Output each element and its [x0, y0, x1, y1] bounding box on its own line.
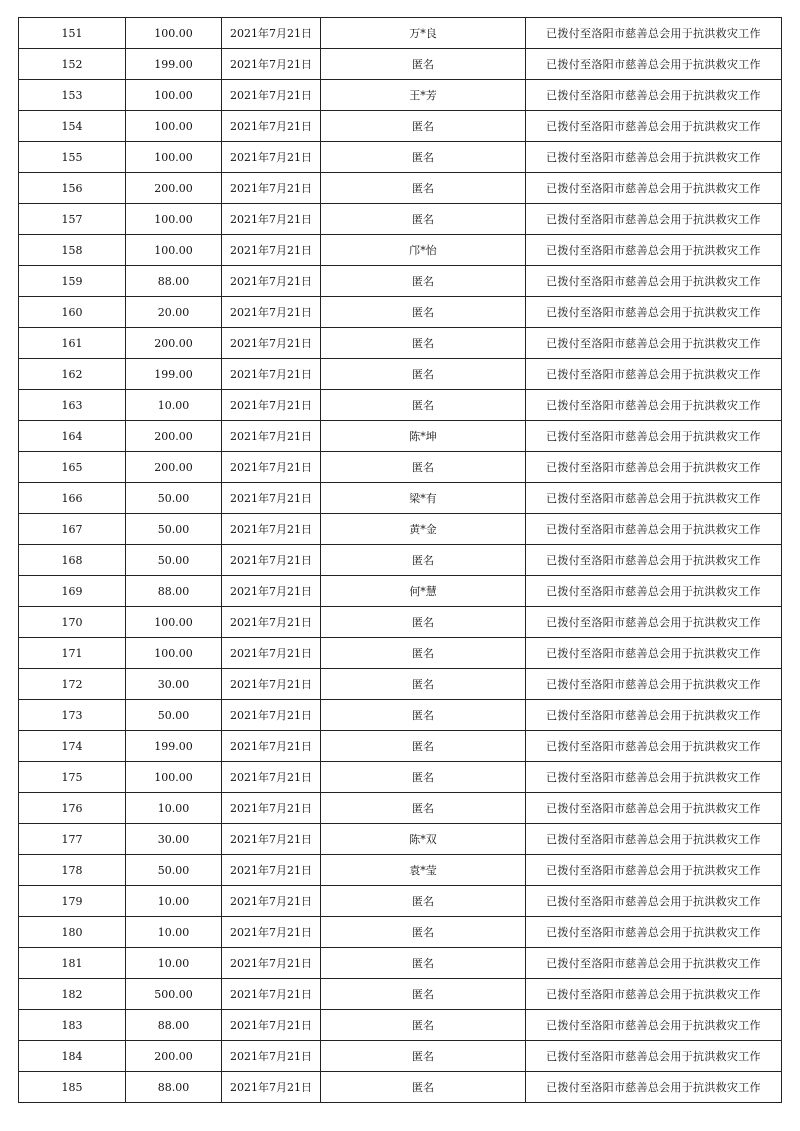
row-number-cell: 171	[19, 638, 126, 669]
date-cell: 2021年7月21日	[222, 1072, 321, 1103]
amount-cell: 100.00	[126, 638, 222, 669]
amount-cell: 20.00	[126, 297, 222, 328]
date-cell: 2021年7月21日	[222, 235, 321, 266]
table-row	[19, 173, 782, 204]
row-number-cell: 180	[19, 917, 126, 948]
purpose-cell: 已拨付至洛阳市慈善总会用于抗洪救灾工作	[526, 1072, 782, 1103]
table-row	[19, 917, 782, 948]
donor-name-cell: 匿名	[321, 1072, 526, 1103]
date-cell: 2021年7月21日	[222, 886, 321, 917]
donor-name-cell: 王*芳	[321, 80, 526, 111]
donor-name-cell: 匿名	[321, 762, 526, 793]
donation-table	[18, 17, 782, 1103]
donor-name-cell: 匿名	[321, 49, 526, 80]
table-row	[19, 142, 782, 173]
date-cell: 2021年7月21日	[222, 855, 321, 886]
donor-name-cell: 匿名	[321, 142, 526, 173]
date-cell: 2021年7月21日	[222, 173, 321, 204]
table-row	[19, 793, 782, 824]
table-row	[19, 886, 782, 917]
date-cell: 2021年7月21日	[222, 359, 321, 390]
date-cell: 2021年7月21日	[222, 638, 321, 669]
table-row	[19, 111, 782, 142]
table-row	[19, 638, 782, 669]
purpose-cell: 已拨付至洛阳市慈善总会用于抗洪救灾工作	[526, 607, 782, 638]
table-row	[19, 855, 782, 886]
row-number-cell: 160	[19, 297, 126, 328]
donor-name-cell: 匿名	[321, 638, 526, 669]
purpose-cell: 已拨付至洛阳市慈善总会用于抗洪救灾工作	[526, 235, 782, 266]
donor-name-cell: 匿名	[321, 266, 526, 297]
purpose-cell: 已拨付至洛阳市慈善总会用于抗洪救灾工作	[526, 1010, 782, 1041]
amount-cell: 200.00	[126, 328, 222, 359]
date-cell: 2021年7月21日	[222, 142, 321, 173]
table-row	[19, 948, 782, 979]
table-row	[19, 1041, 782, 1072]
donor-name-cell: 邝*怡	[321, 235, 526, 266]
date-cell: 2021年7月21日	[222, 421, 321, 452]
purpose-cell: 已拨付至洛阳市慈善总会用于抗洪救灾工作	[526, 731, 782, 762]
date-cell: 2021年7月21日	[222, 979, 321, 1010]
purpose-cell: 已拨付至洛阳市慈善总会用于抗洪救灾工作	[526, 204, 782, 235]
table-row	[19, 421, 782, 452]
purpose-cell: 已拨付至洛阳市慈善总会用于抗洪救灾工作	[526, 514, 782, 545]
date-cell: 2021年7月21日	[222, 204, 321, 235]
row-number-cell: 174	[19, 731, 126, 762]
row-number-cell: 168	[19, 545, 126, 576]
row-number-cell: 165	[19, 452, 126, 483]
purpose-cell: 已拨付至洛阳市慈善总会用于抗洪救灾工作	[526, 452, 782, 483]
donor-name-cell: 匿名	[321, 1010, 526, 1041]
donor-name-cell: 匿名	[321, 607, 526, 638]
purpose-cell: 已拨付至洛阳市慈善总会用于抗洪救灾工作	[526, 638, 782, 669]
date-cell: 2021年7月21日	[222, 18, 321, 49]
table-row	[19, 18, 782, 49]
amount-cell: 10.00	[126, 948, 222, 979]
donor-name-cell: 匿名	[321, 1041, 526, 1072]
date-cell: 2021年7月21日	[222, 948, 321, 979]
purpose-cell: 已拨付至洛阳市慈善总会用于抗洪救灾工作	[526, 979, 782, 1010]
amount-cell: 50.00	[126, 700, 222, 731]
date-cell: 2021年7月21日	[222, 700, 321, 731]
table-row	[19, 979, 782, 1010]
row-number-cell: 162	[19, 359, 126, 390]
row-number-cell: 176	[19, 793, 126, 824]
purpose-cell: 已拨付至洛阳市慈善总会用于抗洪救灾工作	[526, 948, 782, 979]
purpose-cell: 已拨付至洛阳市慈善总会用于抗洪救灾工作	[526, 142, 782, 173]
amount-cell: 200.00	[126, 1041, 222, 1072]
row-number-cell: 166	[19, 483, 126, 514]
donor-name-cell: 匿名	[321, 886, 526, 917]
date-cell: 2021年7月21日	[222, 111, 321, 142]
amount-cell: 88.00	[126, 576, 222, 607]
row-number-cell: 152	[19, 49, 126, 80]
amount-cell: 50.00	[126, 545, 222, 576]
purpose-cell: 已拨付至洛阳市慈善总会用于抗洪救灾工作	[526, 421, 782, 452]
row-number-cell: 177	[19, 824, 126, 855]
date-cell: 2021年7月21日	[222, 576, 321, 607]
table-row	[19, 204, 782, 235]
row-number-cell: 155	[19, 142, 126, 173]
purpose-cell: 已拨付至洛阳市慈善总会用于抗洪救灾工作	[526, 793, 782, 824]
table-row	[19, 390, 782, 421]
row-number-cell: 159	[19, 266, 126, 297]
amount-cell: 199.00	[126, 49, 222, 80]
amount-cell: 200.00	[126, 173, 222, 204]
donor-name-cell: 匿名	[321, 297, 526, 328]
donor-name-cell: 匿名	[321, 700, 526, 731]
donor-name-cell: 陈*坤	[321, 421, 526, 452]
date-cell: 2021年7月21日	[222, 669, 321, 700]
date-cell: 2021年7月21日	[222, 917, 321, 948]
purpose-cell: 已拨付至洛阳市慈善总会用于抗洪救灾工作	[526, 855, 782, 886]
table-row	[19, 514, 782, 545]
row-number-cell: 158	[19, 235, 126, 266]
donor-name-cell: 匿名	[321, 111, 526, 142]
donor-name-cell: 何*慧	[321, 576, 526, 607]
table-row	[19, 607, 782, 638]
row-number-cell: 172	[19, 669, 126, 700]
row-number-cell: 163	[19, 390, 126, 421]
table-row	[19, 700, 782, 731]
purpose-cell: 已拨付至洛阳市慈善总会用于抗洪救灾工作	[526, 886, 782, 917]
amount-cell: 500.00	[126, 979, 222, 1010]
amount-cell: 30.00	[126, 824, 222, 855]
row-number-cell: 183	[19, 1010, 126, 1041]
amount-cell: 100.00	[126, 204, 222, 235]
table-row	[19, 266, 782, 297]
date-cell: 2021年7月21日	[222, 514, 321, 545]
row-number-cell: 170	[19, 607, 126, 638]
row-number-cell: 164	[19, 421, 126, 452]
purpose-cell: 已拨付至洛阳市慈善总会用于抗洪救灾工作	[526, 390, 782, 421]
donor-name-cell: 匿名	[321, 917, 526, 948]
amount-cell: 50.00	[126, 855, 222, 886]
amount-cell: 200.00	[126, 421, 222, 452]
donor-name-cell: 匿名	[321, 452, 526, 483]
amount-cell: 10.00	[126, 793, 222, 824]
date-cell: 2021年7月21日	[222, 731, 321, 762]
donor-name-cell: 黄*金	[321, 514, 526, 545]
date-cell: 2021年7月21日	[222, 824, 321, 855]
date-cell: 2021年7月21日	[222, 266, 321, 297]
donor-name-cell: 匿名	[321, 328, 526, 359]
row-number-cell: 161	[19, 328, 126, 359]
table-row	[19, 235, 782, 266]
donation-table-body	[19, 18, 782, 1103]
amount-cell: 30.00	[126, 669, 222, 700]
amount-cell: 100.00	[126, 18, 222, 49]
purpose-cell: 已拨付至洛阳市慈善总会用于抗洪救灾工作	[526, 576, 782, 607]
table-row	[19, 1072, 782, 1103]
date-cell: 2021年7月21日	[222, 483, 321, 514]
purpose-cell: 已拨付至洛阳市慈善总会用于抗洪救灾工作	[526, 483, 782, 514]
amount-cell: 100.00	[126, 762, 222, 793]
donor-name-cell: 匿名	[321, 204, 526, 235]
row-number-cell: 185	[19, 1072, 126, 1103]
table-row	[19, 731, 782, 762]
donor-name-cell: 匿名	[321, 979, 526, 1010]
table-row	[19, 328, 782, 359]
table-row	[19, 669, 782, 700]
table-row	[19, 452, 782, 483]
date-cell: 2021年7月21日	[222, 762, 321, 793]
row-number-cell: 179	[19, 886, 126, 917]
table-row	[19, 297, 782, 328]
donor-name-cell: 袁*莹	[321, 855, 526, 886]
amount-cell: 50.00	[126, 483, 222, 514]
row-number-cell: 153	[19, 80, 126, 111]
date-cell: 2021年7月21日	[222, 390, 321, 421]
table-row	[19, 483, 782, 514]
donor-name-cell: 匿名	[321, 948, 526, 979]
date-cell: 2021年7月21日	[222, 545, 321, 576]
amount-cell: 100.00	[126, 607, 222, 638]
amount-cell: 100.00	[126, 235, 222, 266]
purpose-cell: 已拨付至洛阳市慈善总会用于抗洪救灾工作	[526, 173, 782, 204]
row-number-cell: 178	[19, 855, 126, 886]
date-cell: 2021年7月21日	[222, 49, 321, 80]
date-cell: 2021年7月21日	[222, 80, 321, 111]
row-number-cell: 184	[19, 1041, 126, 1072]
table-row	[19, 824, 782, 855]
purpose-cell: 已拨付至洛阳市慈善总会用于抗洪救灾工作	[526, 111, 782, 142]
row-number-cell: 151	[19, 18, 126, 49]
date-cell: 2021年7月21日	[222, 452, 321, 483]
amount-cell: 88.00	[126, 1010, 222, 1041]
date-cell: 2021年7月21日	[222, 607, 321, 638]
row-number-cell: 156	[19, 173, 126, 204]
purpose-cell: 已拨付至洛阳市慈善总会用于抗洪救灾工作	[526, 700, 782, 731]
amount-cell: 88.00	[126, 266, 222, 297]
amount-cell: 10.00	[126, 886, 222, 917]
purpose-cell: 已拨付至洛阳市慈善总会用于抗洪救灾工作	[526, 18, 782, 49]
purpose-cell: 已拨付至洛阳市慈善总会用于抗洪救灾工作	[526, 80, 782, 111]
table-row	[19, 80, 782, 111]
row-number-cell: 167	[19, 514, 126, 545]
donor-name-cell: 匿名	[321, 731, 526, 762]
purpose-cell: 已拨付至洛阳市慈善总会用于抗洪救灾工作	[526, 762, 782, 793]
purpose-cell: 已拨付至洛阳市慈善总会用于抗洪救灾工作	[526, 49, 782, 80]
table-row	[19, 545, 782, 576]
date-cell: 2021年7月21日	[222, 297, 321, 328]
purpose-cell: 已拨付至洛阳市慈善总会用于抗洪救灾工作	[526, 297, 782, 328]
donor-name-cell: 匿名	[321, 359, 526, 390]
purpose-cell: 已拨付至洛阳市慈善总会用于抗洪救灾工作	[526, 545, 782, 576]
purpose-cell: 已拨付至洛阳市慈善总会用于抗洪救灾工作	[526, 328, 782, 359]
row-number-cell: 157	[19, 204, 126, 235]
row-number-cell: 154	[19, 111, 126, 142]
amount-cell: 200.00	[126, 452, 222, 483]
donor-name-cell: 陈*双	[321, 824, 526, 855]
donor-name-cell: 匿名	[321, 545, 526, 576]
table-row	[19, 762, 782, 793]
row-number-cell: 182	[19, 979, 126, 1010]
purpose-cell: 已拨付至洛阳市慈善总会用于抗洪救灾工作	[526, 266, 782, 297]
amount-cell: 88.00	[126, 1072, 222, 1103]
table-row	[19, 1010, 782, 1041]
purpose-cell: 已拨付至洛阳市慈善总会用于抗洪救灾工作	[526, 359, 782, 390]
purpose-cell: 已拨付至洛阳市慈善总会用于抗洪救灾工作	[526, 1041, 782, 1072]
date-cell: 2021年7月21日	[222, 793, 321, 824]
amount-cell: 10.00	[126, 917, 222, 948]
purpose-cell: 已拨付至洛阳市慈善总会用于抗洪救灾工作	[526, 917, 782, 948]
row-number-cell: 175	[19, 762, 126, 793]
donor-name-cell: 万*良	[321, 18, 526, 49]
amount-cell: 199.00	[126, 731, 222, 762]
donor-name-cell: 匿名	[321, 669, 526, 700]
donor-name-cell: 匿名	[321, 793, 526, 824]
table-row	[19, 359, 782, 390]
table-row	[19, 49, 782, 80]
amount-cell: 100.00	[126, 111, 222, 142]
row-number-cell: 181	[19, 948, 126, 979]
purpose-cell: 已拨付至洛阳市慈善总会用于抗洪救灾工作	[526, 824, 782, 855]
amount-cell: 50.00	[126, 514, 222, 545]
row-number-cell: 173	[19, 700, 126, 731]
donor-name-cell: 匿名	[321, 390, 526, 421]
purpose-cell: 已拨付至洛阳市慈善总会用于抗洪救灾工作	[526, 669, 782, 700]
amount-cell: 10.00	[126, 390, 222, 421]
row-number-cell: 169	[19, 576, 126, 607]
amount-cell: 100.00	[126, 142, 222, 173]
date-cell: 2021年7月21日	[222, 1041, 321, 1072]
date-cell: 2021年7月21日	[222, 328, 321, 359]
table-row	[19, 576, 782, 607]
amount-cell: 199.00	[126, 359, 222, 390]
date-cell: 2021年7月21日	[222, 1010, 321, 1041]
donor-name-cell: 匿名	[321, 173, 526, 204]
amount-cell: 100.00	[126, 80, 222, 111]
donor-name-cell: 梁*有	[321, 483, 526, 514]
